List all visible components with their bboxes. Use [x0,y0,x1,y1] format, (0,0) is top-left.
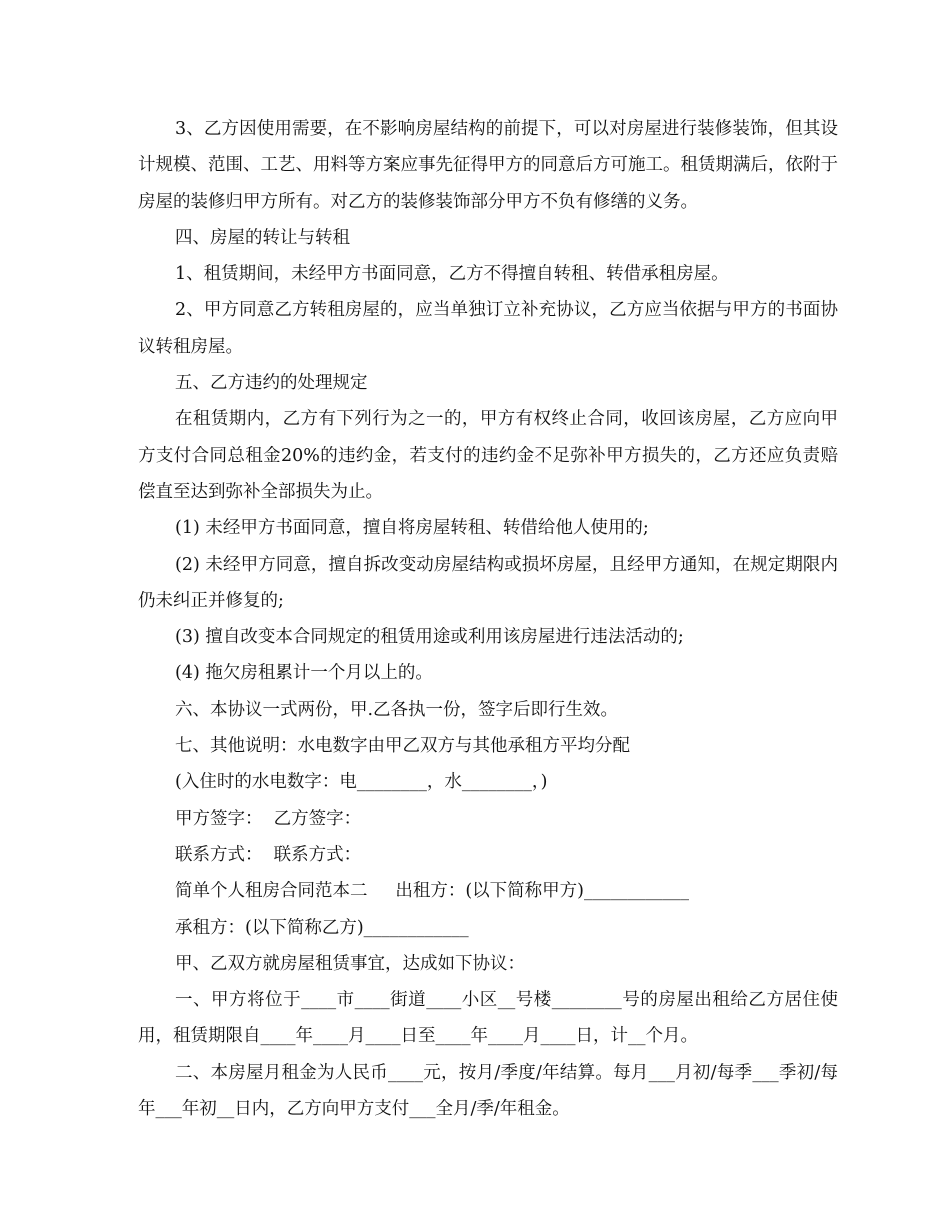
document-body [138,111,838,1127]
agreement-intro: 甲、乙双方就房屋租赁事宜，达成如下协议： [175,953,525,974]
paragraph-meter-readings: (入住时的水电数字：电________，水________，) [175,772,548,793]
list-item-breach-1: (1) 未经甲方书面同意，擅自将房屋转租、转借给他人使用的; [175,518,649,539]
tenant-line: 承租方：(以下简称乙方)____________ [175,917,469,938]
paragraph-breach-penalty: 在租赁期内，乙方有下列行为之一的，甲方有权终止合同，收回该房屋，乙方应向甲方支付合同总租金20%的违约金，若支付的违约金不足弥补甲方损失的，乙方还应负责赔偿直至达到弥补全部损失为止。 [138,409,838,502]
list-item-breach-3: (3) 擅自改变本合同规定的租赁用途或利用该房屋进行违法活动的; [175,627,684,648]
heading-transfer-sublet: 四、房屋的转让与转租 [175,227,350,248]
paragraph-sublet-agreement: 2、甲方同意乙方转租房屋的，应当单独订立补充协议，乙方应当依据与甲方的书面协议转租房屋。 [138,300,838,357]
list-item-breach-4: (4) 拖欠房租累计一个月以上的。 [175,663,433,684]
paragraph-copies: 六、本协议一式两份，甲.乙各执一份，签字后即行生效。 [175,699,619,720]
paragraph-other-notes: 七、其他说明：水电数字由甲乙双方与其他承租方平均分配 [175,736,630,757]
contact-line: 联系方式： 联系方式： [175,844,362,865]
template-two-title: 简单个人租房合同范本二 出租方：(以下简称甲方)____________ [175,881,689,902]
paragraph-no-sublet: 1、租赁期间，未经甲方书面同意，乙方不得擅自转租、转借承租房屋。 [175,264,729,285]
paragraph-decoration-terms: 3、乙方因使用需要，在不影响房屋结构的前提下，可以对房屋进行装修装饰，但其设计规模、范围、工艺、用料等方案应事先征得甲方的同意后方可施工。租赁期满后，依附于房屋的装修归甲方所有。对乙方的装修装饰部分甲方不负有修缮的义务。 [138,119,838,212]
heading-breach-handling: 五、乙方违约的处理规定 [175,373,368,394]
signature-line: 甲方签字： 乙方签字： [175,808,362,829]
clause-location-term: 一、甲方将位于____市____街道____小区__号楼________号的房屋出租给乙方居住使用，租赁期限自____年____月____日至____年____月____日，计__个月。 [138,990,838,1047]
clause-rent-payment: 二、本房屋月租金为人民币____元，按月/季度/年结算。每月___月初/每季___季初/每年___年初__日内，乙方向甲方支付___全月/季/年租金。 [138,1062,838,1120]
list-item-breach-2: (2) 未经甲方同意，擅自拆改变动房屋结构或损坏房屋，且经甲方通知，在规定期限内仍未纠正并修复的; [138,554,838,611]
